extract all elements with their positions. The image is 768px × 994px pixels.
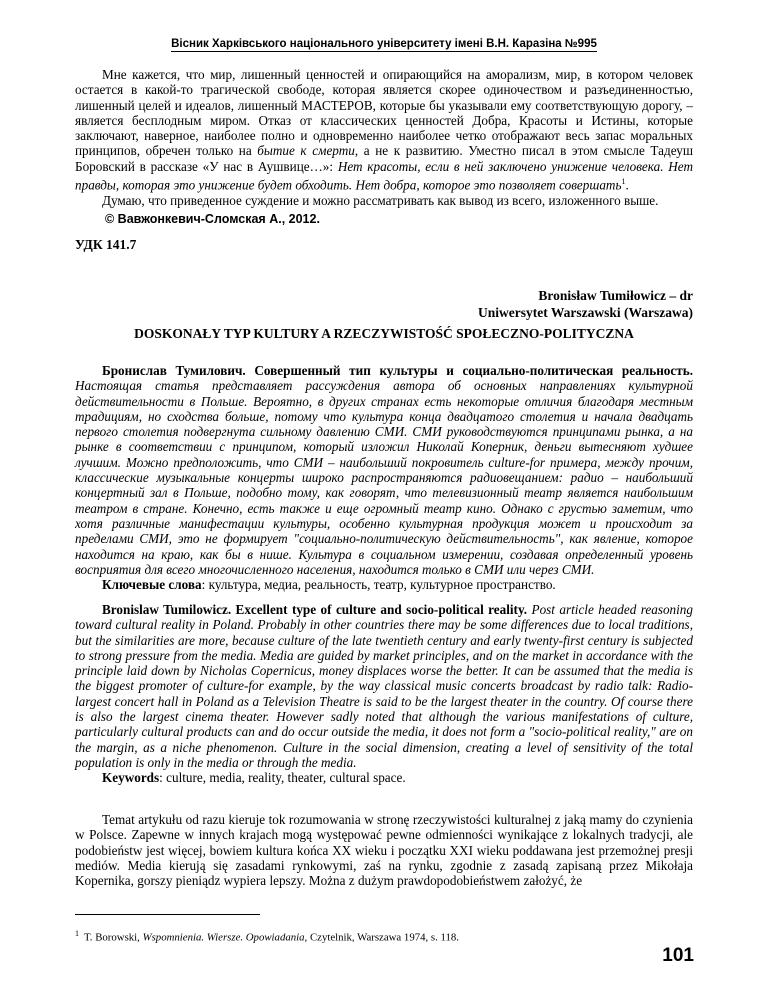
footnote bbox=[75, 929, 693, 944]
intro-paragraph-1 bbox=[75, 67, 693, 193]
article-title: DOSKONAŁY TYP KULTURY A RZECZYWISTOŚĆ SPOŁECZNO-POLITYCZNA bbox=[134, 326, 634, 341]
keywords-ru-label: Ключевые слова bbox=[102, 577, 202, 593]
footnote-title: Wspomnienia. Wiersze. Opowiadania, bbox=[142, 931, 308, 944]
abstract-english bbox=[75, 602, 693, 786]
footnote-publisher: Czytelnik, Warszawa 1974, s. 118. bbox=[307, 931, 460, 944]
intro-paragraph-2: Думаю, что приведенное суждение и можно рассматривать как вывод из всего, изложенного выше. bbox=[102, 192, 659, 208]
keywords-ru-list: : культура, медиа, реальность, театр, культурное пространство. bbox=[201, 577, 556, 593]
keywords-en bbox=[75, 770, 693, 785]
author-affiliation: Uniwersytet Warszawski (Warszawa) bbox=[478, 305, 693, 320]
intro-text-mid: , а не к развитию. Уместно писал в этом смысле Тадеуш Боровский в рассказе «У нас в Аушвице…»: bbox=[75, 143, 693, 174]
footnote-reference[interactable]: 1 bbox=[621, 177, 626, 187]
body-paragraph-1: Temat artykułu od razu kieruje tok rozumowania w stronę rzeczywistości kulturalnej z jaką mamy do czynienia w Polsce. Zapewne w innych krajach mogą występować pewne odmienności wynikające z lokalnych tradycji, ale podobieństw jest więcej, bowiem kultura końca XX wieku i początku XXI wieku poddawana jest przemożnej presji mediów. Media kierują się zasadami rynkowymi, zaś na rynku, zgodnie z zasadą zapisaną przez Mikołaja Kopernika, gorszy pieniądz wypiera lepszy. Można z dużym prawdopodobieństwem założyć, że bbox=[75, 812, 693, 889]
author-name: Bronisław Tumiłowicz – dr bbox=[538, 288, 693, 303]
intro-italic-phrase: бытие к смерти bbox=[257, 143, 355, 159]
body-text bbox=[75, 812, 693, 888]
abstract-en-text bbox=[75, 602, 693, 770]
footnote-divider bbox=[75, 914, 260, 915]
keywords-ru bbox=[75, 577, 693, 592]
keywords-en-label: Keywords bbox=[102, 770, 160, 786]
copyright-line: © Вавжонкевич-Сломская А., 2012. bbox=[105, 212, 320, 227]
abstract-ru-heading: Бронислав Тумилович. Совершенный тип культуры и социально-политическая реальность. bbox=[102, 363, 693, 378]
page-number: 101 bbox=[662, 945, 694, 966]
journal-header bbox=[0, 38, 768, 50]
borowski-quote: Нет красоты, если в ней заключено унижение человека. Нет правды, которая это унижение будет обходить. Нет добра, которое это позволяет совершать bbox=[75, 158, 693, 193]
author-block bbox=[75, 287, 693, 321]
abstract-russian bbox=[75, 363, 693, 592]
abstract-en-heading: Bronislaw Tumilowicz. Excellent type of culture and socio-political reality. bbox=[102, 602, 528, 617]
udc-code: УДК 141.7 bbox=[75, 237, 137, 252]
intro-text-end: . bbox=[625, 177, 629, 193]
footnote-number: 1 bbox=[75, 929, 79, 938]
intro-section bbox=[75, 67, 693, 226]
journal-title: Вісник Харківського національного університету імені В.Н. Каразіна №995 bbox=[171, 38, 597, 50]
footnote-author: T. Borowski, bbox=[84, 931, 143, 944]
intro-text: Мне кажется, что мир, лишенный ценностей и опирающийся на аморализм, мир, в котором человек остается в какой-то трагической свободе, которая является скорее одиночеством и разъединенностью, лишенный целей и идеалов, лишенный МАСТЕРОВ, которые бы указывали ему соответствующую дорогу, – является бесплодным миром. Отказ от классических ценностей Добра, Красоты и Истины, которые заключают, наверное, наиболее полно и одновременно наиболее четко отображают весь запас моральных принципов, обречен только на bbox=[75, 67, 693, 159]
abstract-ru-text bbox=[75, 363, 693, 577]
abstract-en-body: Post article headed reasoning toward cultural reality in Poland. Probably in other countries there may be some differences due to local traditions, but the similarities are more, because culture of the late twentieth century and early twenty-first century is subjected to strong pressure from the media. Media are guided by market principles, and on the market in accordance with the principle laid down by Nicholas Copernicus, money displaces worse the better. It can be assumed that the media is the biggest promoter of culture-for example, by the way classical music concerts broadcast by radio talk: Radio-largest concert hall in Poland as a Television Theatre is said to be the largest theater in the country. Of course there is also the largest cinema theater. However sadly noted that although the various manifestations of culture, particularly cultural products can and do occur outside the media, it does not form a "socio-political reality," are on the margin, as a niche phenomenon. Culture in the social dimension, creating a level of sensitivity of the total population is only in the media or through the media. bbox=[75, 602, 693, 770]
keywords-en-list: : culture, media, reality, theater, cultural space. bbox=[159, 770, 406, 786]
abstract-ru-body: Настоящая статья представляет рассуждения автора об основных направлениях культурной действительности в Польше. Вероятно, в других странах есть некоторые отличия благодаря местным традициям, но сходства больше, потому что культура конца двадцатого столетия и начала двадцать первого столетия подвергнута сильному давлению СМИ. СМИ руководствуются принципами рынка, а на рынке в соответствии с принципом, который изложил Николай Коперник, деньги вытесняют худшее лучшим. Можно предположить, что СМИ – наибольший покровитель culture-for примера, между прочим, классические музыкальные концерты широко распространяются радиовещанием: радио – наибольший концертный зал в Польше, подобно тому, как говорят, что телевизионный театр является наибольшим театром в стране. Конечно, есть также и еще огромный театр кино. Однако с грустью заметим, что хотя различные манифестации культуры, особенно культурная продукция может и происходит за пределами СМИ, это не формирует "социально-политическую действительность", как явление, которое находится на краю, как бы в нише. Культура в социальном измерении, создавая определенный уровень восприятия для всего многочисленного населения, находится только в СМИ или через СМИ. bbox=[75, 378, 693, 577]
